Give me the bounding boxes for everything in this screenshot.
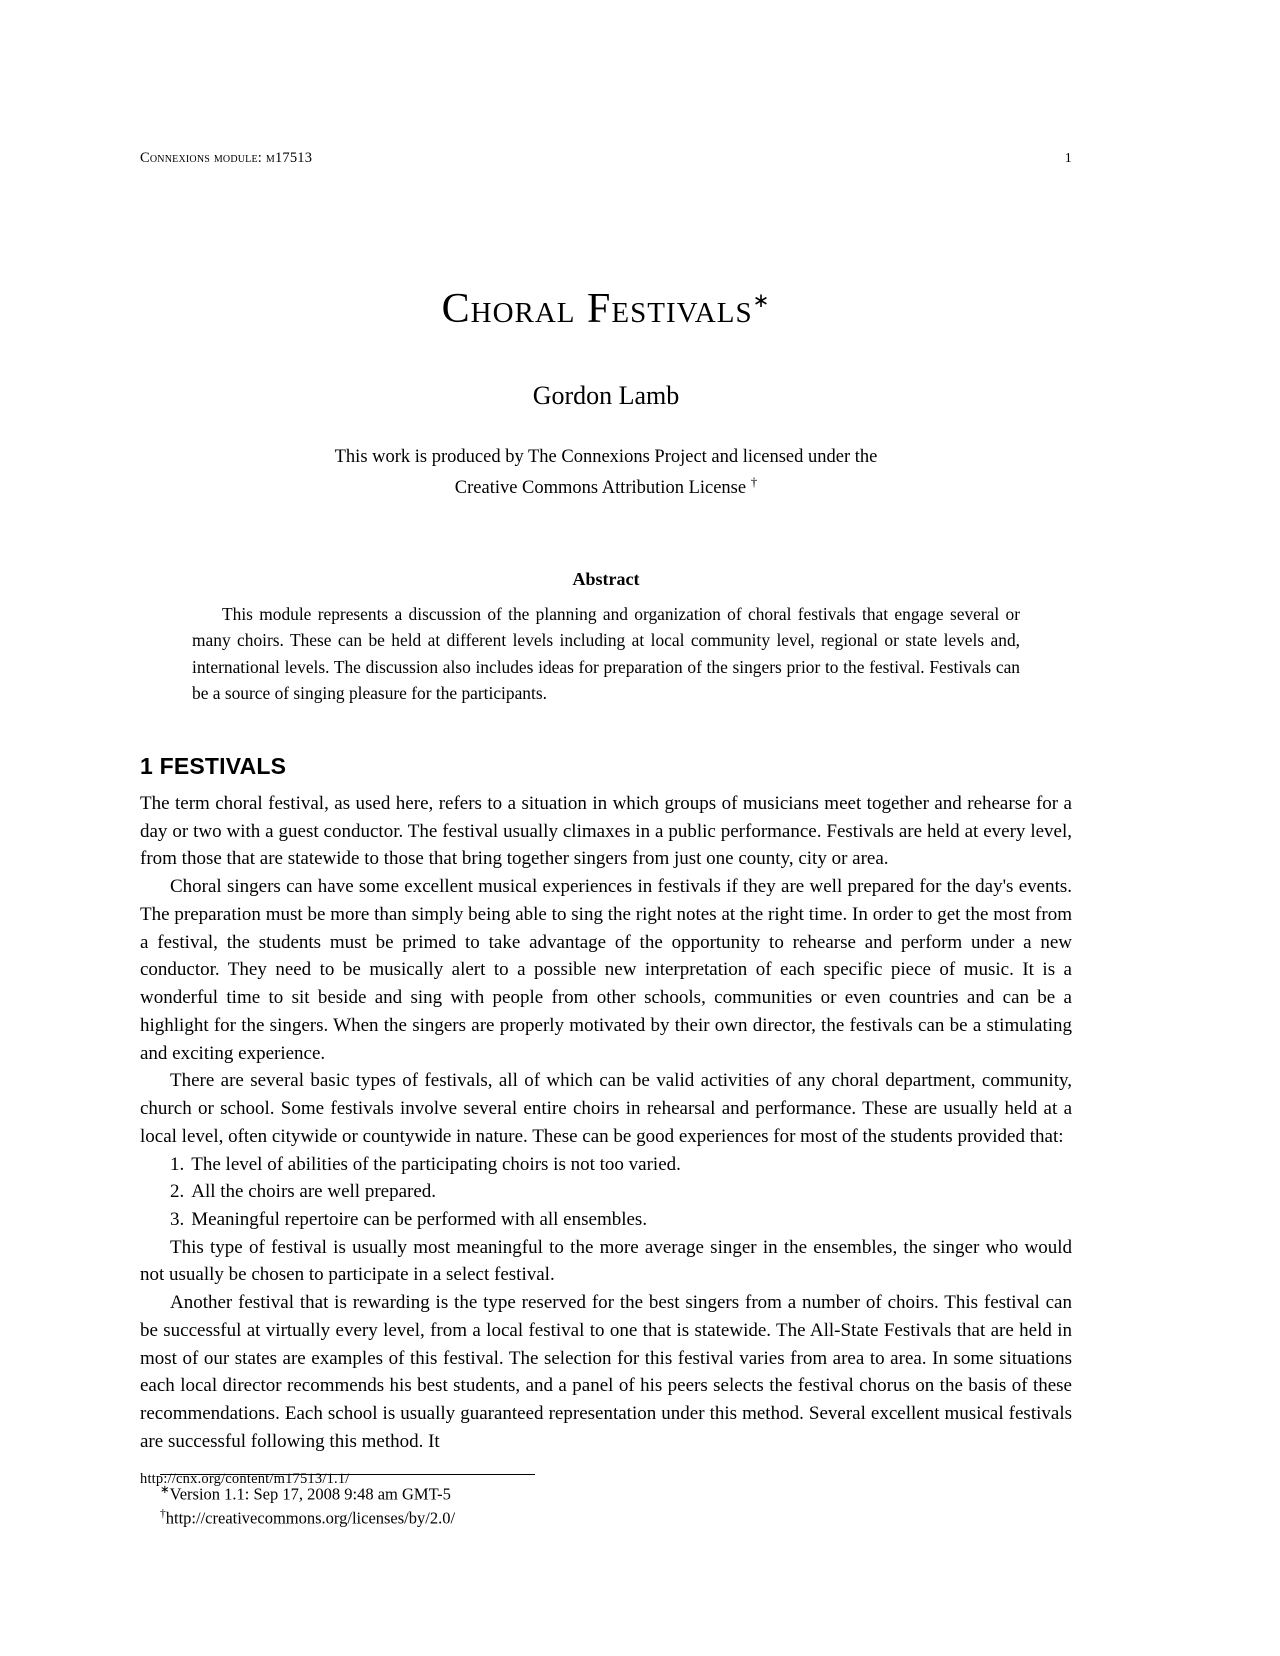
author-name: Gordon Lamb: [532, 381, 680, 410]
running-head-module: Connexions module: m17513: [140, 150, 313, 166]
list-item-text: Meaningful repertoire can be performed with all ensembles.: [191, 1209, 648, 1231]
abstract-section: [140, 569, 1072, 708]
license-footnote-marker: †: [750, 473, 758, 489]
license-notice: [140, 443, 1072, 503]
footnote-license-url[interactable]: [160, 1506, 1072, 1530]
list-item-number: 1.: [170, 1153, 185, 1175]
footer-source-url[interactable]: http://cnx.org/content/m17513/1.1/: [140, 1471, 350, 1487]
footnote-marker: ∗: [160, 1483, 170, 1496]
footnotes-block: [160, 1482, 1072, 1530]
list-item: [140, 1178, 1072, 1206]
footnote-text[interactable]: http://creativecommons.org/licenses/by/2.0/: [165, 1508, 456, 1528]
section-paragraph: Choral singers can have some excellent musical experiences in festivals if they are well prepared for the day's events. The preparation must be more than simply being able to sing the right notes at the right time. In order to get the most from a festival, the students must be primed to take advantage of the opportunity to rehearse and perform under a new conductor. They need to be musically alert to a possible new interpretation of each specific piece of music. It is a wonderful time to sit beside and sing with people from other schools, communities or even countries and can be a highlight for the singers. When the singers are properly motivated by their own director, the festivals can be a stimulating and exciting experience.: [140, 876, 1072, 1064]
page-title: [140, 285, 1072, 333]
list-item-text: All the choirs are well prepared.: [191, 1181, 437, 1203]
list-item-number: 2.: [170, 1181, 185, 1203]
list-item-text: The level of abilities of the participating choirs is not too varied.: [191, 1153, 681, 1175]
section-paragraph: There are several basic types of festivals, all of which can be valid activities of any choral department, community, church or school. Some festivals involve several entire choirs in rehearsal and performance. These are usually held at a local level, often citywide or countywide in nature. These can be good experiences for most of the students provided that:: [140, 1070, 1072, 1147]
section-paragraph: The term choral festival, as used here, refers to a situation in which groups of musicians meet together and rehearse for a day or two with a guest conductor. The festival usually climaxes in a public performance. Festivals are held at every level, from those that are statewide to those that bring together singers from just one county, city or area.: [140, 793, 1072, 870]
title-footnote-marker: ∗: [752, 290, 771, 312]
license-line-2: Creative Commons Attribution License: [454, 477, 747, 498]
title-text: Choral Festivals: [441, 286, 753, 332]
page-content: [140, 150, 1072, 1529]
footnote-text: Version 1.1: Sep 17, 2008 9:48 am GMT-5: [169, 1484, 451, 1504]
running-head: [140, 150, 1072, 167]
list-item: [140, 1151, 1072, 1179]
license-line-1: This work is produced by The Connexions Project and licensed under the: [334, 447, 878, 467]
list-item-number: 3.: [170, 1209, 185, 1231]
list-item: [140, 1206, 1072, 1234]
section-heading-festivals: 1 FESTIVALS: [140, 753, 287, 779]
footnote-marker: †: [160, 1507, 166, 1520]
festival-conditions-list: [140, 1151, 1072, 1234]
page-number: 1: [1064, 151, 1072, 166]
abstract-heading: Abstract: [572, 568, 640, 589]
section-paragraph: This type of festival is usually most meaningful to the more average singer in the ensembles, the singer who would not usually be chosen to participate in a select festival.: [140, 1236, 1072, 1286]
section-paragraph: Another festival that is rewarding is the type reserved for the best singers from a number of choirs. This festival can be successful at virtually every level, from a local festival to one that is statewide. The All-State Festivals that are held in most of our states are examples of this festival. The selection for this festival varies from area to area. In some situations each local director recommends his best students, and a panel of his peers selects the festival chorus on the basis of these recommendations. Each school is usually guaranteed representation under this method. Several excellent musical festivals are successful following this method. It: [140, 1292, 1072, 1452]
abstract-text: This module represents a discussion of the planning and organization of choral festivals that engage several or many choirs. These can be held at different levels including at local community level, regional or state levels and, international levels. The discussion also includes ideas for preparation of the singers prior to the festival. Festivals can be a source of singing pleasure for the participants.: [192, 603, 1020, 704]
